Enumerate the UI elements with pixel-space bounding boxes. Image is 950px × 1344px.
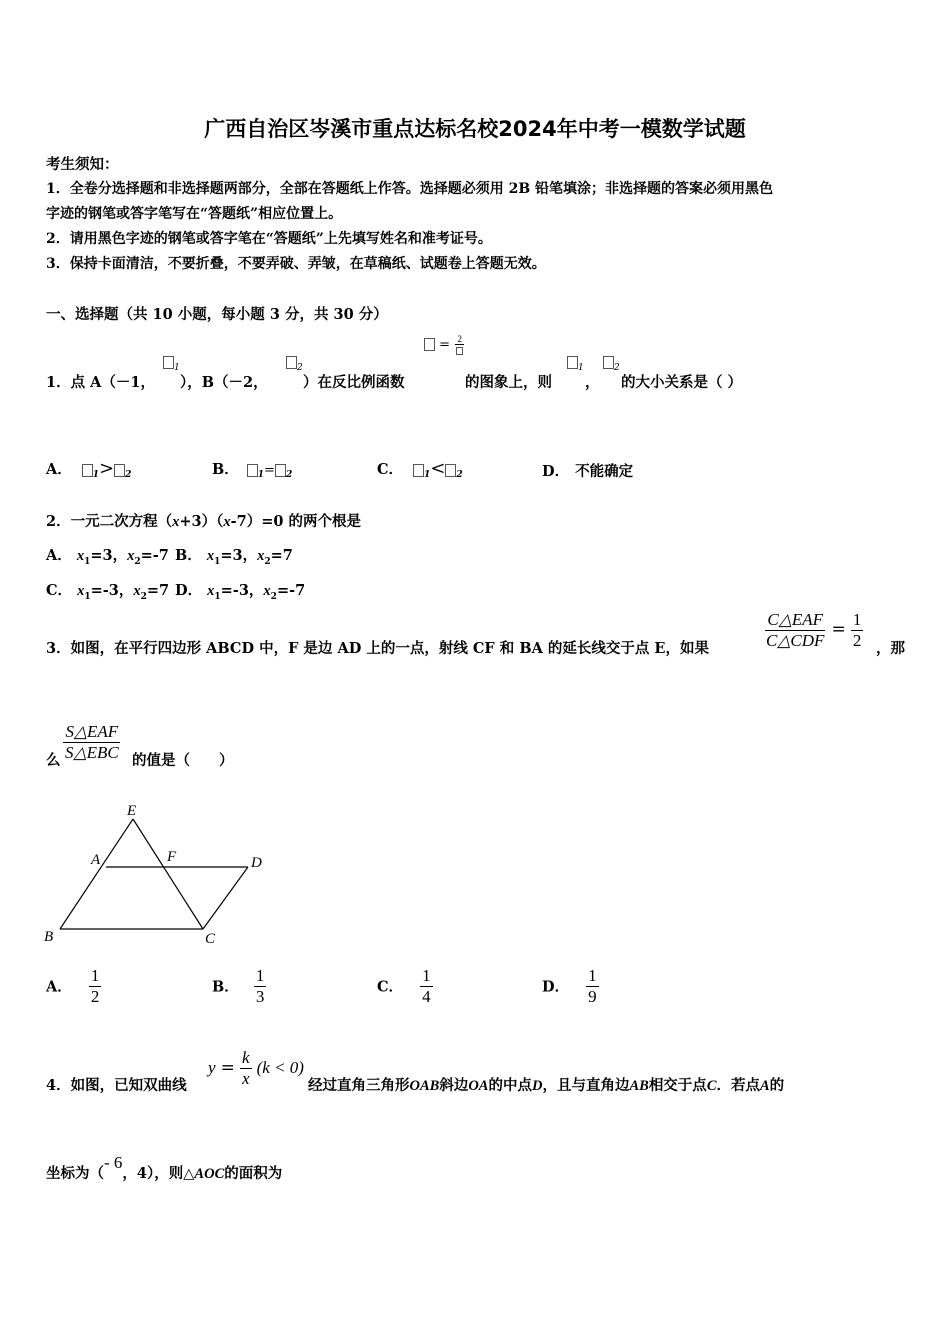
q4-text-1: 4．如图，已知双曲线 <box>46 1077 187 1094</box>
q1-option-b[interactable]: B． $_1$= $_2$ <box>212 461 293 480</box>
q3-perimeter-ratio: $\frac{\text{C△EAF}}{\text{C△CDF}}$ = $\frac{1}{2}$ <box>766 610 862 650</box>
q3-line2-post: 的值是（ ） <box>132 752 234 769</box>
q1-option-d[interactable]: D． 不能确定 <box>542 463 634 480</box>
q1-function: = 2 <box>424 334 465 356</box>
q3-option-c[interactable]: C． $\frac{1}{4}$ <box>377 966 431 1006</box>
q1-text-1: 1．点 A（－1， <box>46 374 155 391</box>
q3-parallelogram-figure <box>40 800 275 950</box>
q4-hyperbola-formula: y = $\frac{k}{x}$ (k < 0) <box>208 1048 304 1088</box>
q3-option-a[interactable]: A． $\frac{1}{2}$ <box>46 966 100 1006</box>
q2-option-a[interactable]: A． $x_1=3$，$x_2=-7$ <box>46 547 169 567</box>
q1-option-c[interactable]: C． $_1$< $_2$ <box>377 458 463 480</box>
line-BE <box>60 819 133 929</box>
q1-y2-placeholder-icon: 2 <box>286 352 303 373</box>
q1-text-4: 的图象上，则 <box>465 374 552 391</box>
line-EC <box>133 819 203 929</box>
q3-option-d[interactable]: D． $\frac{1}{9}$ <box>542 966 597 1006</box>
notice-line-2: 字迹的钢笔或答字笔写在“答题纸”相应位置上。 <box>46 206 343 222</box>
q2-option-b[interactable]: B． $x_1=3$，$x_2=7$ <box>175 547 293 567</box>
notice-line-3: 2．请用黑色字迹的钢笔或答字笔在“答题纸”上先填写姓名和准考证号。 <box>46 231 492 247</box>
notice-heading: 考生须知： <box>46 156 119 173</box>
q3-stem: 3．如图，在平行四边形 ABCD 中，F 是边 AD 上的一点，射线 CF 和 BA 的延长线交于点 E，如果 <box>46 640 709 657</box>
section-heading: 一、选择题（共 10 小题，每小题 3 分，共 30 分） <box>46 306 388 323</box>
q1-y1b-placeholder-icon: 1 <box>567 352 584 373</box>
q1-option-a[interactable]: A． $_1$> $_2$ <box>46 458 132 480</box>
label-D: D <box>251 855 262 871</box>
q1-text-5: ， <box>585 374 600 391</box>
q1-y2b-placeholder-icon: 2 <box>603 352 620 373</box>
q2-stem: 2．一元二次方程（x+3）（x-7）=0 的两个根是 <box>46 513 361 530</box>
notice-line-4: 3．保持卡面清洁，不要折叠，不要弄破、弄皱，在草稿纸、试题卷上答题无效。 <box>46 256 546 272</box>
q3-area-ratio: $\frac{\text{S△EAF}}{\text{S△EBC}}$ <box>65 722 119 762</box>
label-E: E <box>127 803 137 819</box>
q1-text-3: ）在反比例函数 <box>303 374 405 391</box>
q3-option-b[interactable]: B． $\frac{1}{3}$ <box>212 966 265 1006</box>
label-F: F <box>167 849 177 865</box>
q4-line-2: 坐标为（- 6，4），则△AOC的面积为 <box>46 1153 283 1182</box>
label-A: A <box>91 852 101 868</box>
label-B: B <box>44 929 54 945</box>
q2-option-c[interactable]: C． $x_1=-3$，$x_2=7$ <box>46 582 170 602</box>
q1-text-6: 的大小关系是（ ） <box>621 374 743 391</box>
q4-text-2: 经过直角三角形OAB斜边OA的中点D，且与直角边AB相交于点C．若点A的 <box>308 1077 785 1094</box>
line-DC <box>203 867 248 929</box>
label-C: C <box>205 931 216 947</box>
q2-option-d[interactable]: D． $x_1=-3$，$x_2=-7$ <box>175 582 306 602</box>
notice-line-1: 1．全卷分选择题和非选择题两部分，全部在答题纸上作答。选择题必须用 2B 铅笔填涂；非选择题的答案必须用黑色 <box>46 181 774 197</box>
q1-text-2: ），B（－2， <box>180 374 268 391</box>
q3-line2-pre: 么 <box>46 752 61 769</box>
page-title: 广西自治区岑溪市重点达标名校2024年中考一模数学试题 <box>204 117 746 141</box>
q3-stem-tail: ，那 <box>876 640 905 657</box>
q1-y1-placeholder-icon: 1 <box>163 352 180 373</box>
